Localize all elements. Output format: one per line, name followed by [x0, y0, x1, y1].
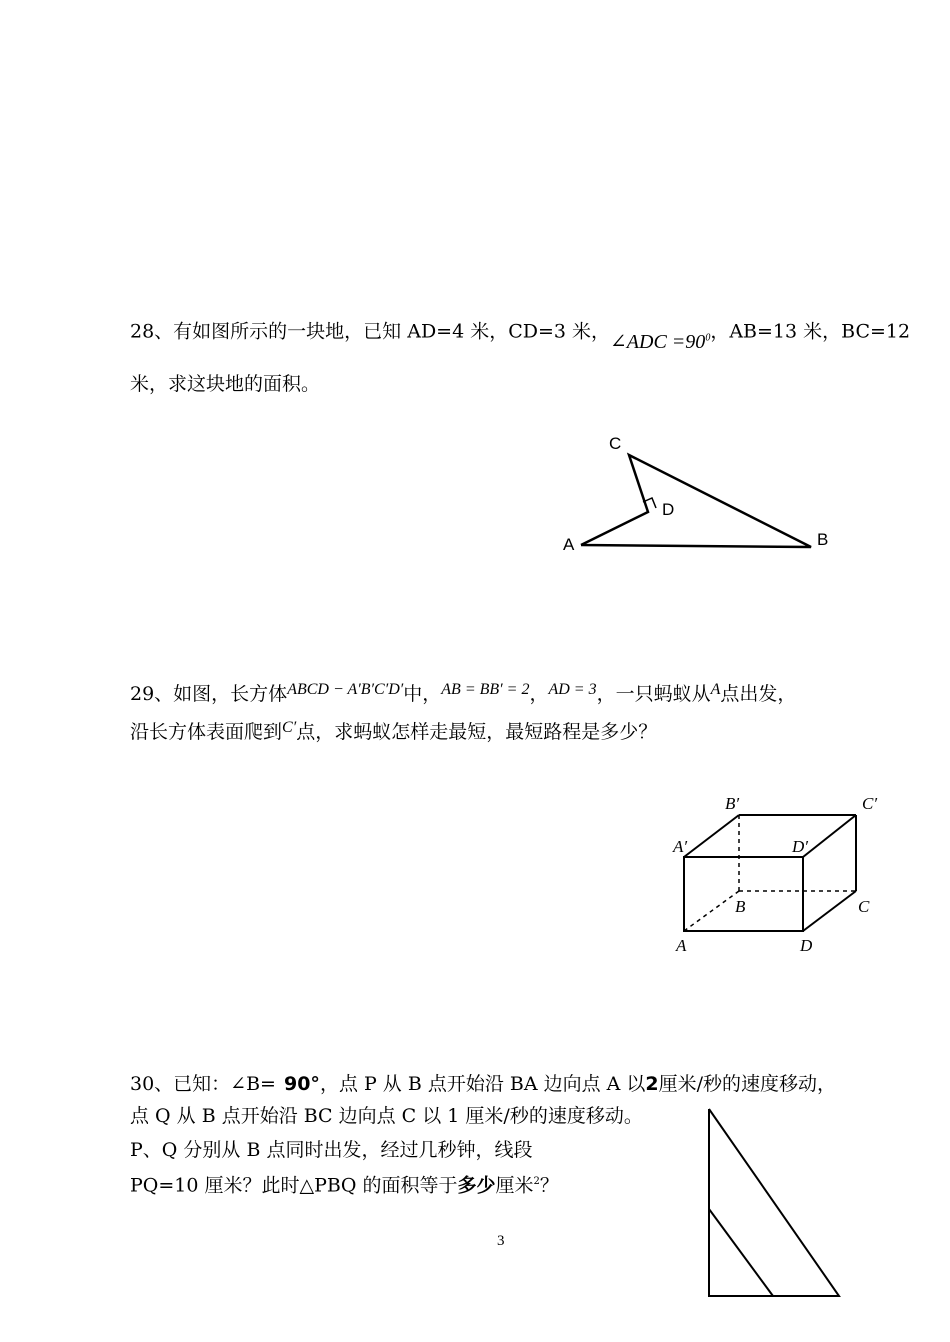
q30-text-a: 30、已知：∠B=	[130, 1073, 276, 1095]
q30-angle-value: 90°	[283, 1073, 320, 1095]
q30-unit-sup: 2	[533, 1176, 540, 1187]
q29-label-c1: C′	[862, 794, 878, 813]
q28-quad	[581, 455, 811, 547]
page-number: 3	[497, 1233, 505, 1249]
q30-text-line4a: PQ=10 厘米？此时△PBQ 的面积等于	[130, 1174, 458, 1197]
q29-eq2: AD = 3	[548, 681, 597, 698]
q28-angle: ∠ADC $=90^0$	[610, 330, 711, 353]
q29-edge-d1c1	[803, 815, 856, 857]
q29-eq1: AB = BB′ = 2	[441, 681, 530, 698]
q30-line3	[130, 1138, 532, 1162]
q29-text-a: 29、如图，长方体	[130, 683, 288, 705]
q30-text-line4c: ？	[539, 1174, 559, 1197]
q28-text-b: ，AB=13 米，BC=12	[710, 320, 911, 343]
q30-line2	[130, 1104, 643, 1128]
q29-text-d: 点出发，	[720, 683, 797, 705]
q30-line1	[130, 1072, 836, 1096]
q29-line2	[130, 720, 657, 746]
q29-sep: ，	[529, 683, 549, 705]
q30-figure	[709, 1109, 839, 1296]
q29-label-d: D	[800, 936, 813, 955]
q29-text-b: 中，	[403, 683, 442, 705]
q29-edge-dc	[803, 891, 856, 931]
q30-segment-pq	[709, 1209, 773, 1296]
q29-edge-a1b1	[684, 815, 739, 857]
q28-text-line2: 米，求这块地的面积。	[130, 373, 321, 395]
q28-label-a: A	[563, 535, 575, 554]
q29-label-b: B	[735, 897, 746, 916]
q29-text-c: ，一只蚂蚁从	[596, 683, 711, 705]
q30-text-c: 厘米/秒的速度移动，	[658, 1073, 837, 1095]
q28-label-d: D	[662, 500, 675, 519]
q29-label-a1: A′	[673, 837, 688, 856]
q30-text-line2: 点 Q 从 B 点开始沿 BC 边向点 C 以 1 厘米/秒的速度移动。	[130, 1105, 643, 1127]
q29-text-line2a: 沿长方体表面爬到	[130, 721, 283, 743]
q29-hidden-ab	[684, 891, 739, 931]
q29-text-line2b: 点，求蚂蚁怎样走最短，最短路程是多少？	[296, 721, 658, 743]
q29-line1	[130, 682, 796, 708]
q30-speed-p: 2	[645, 1073, 659, 1095]
q30-text-b: ，点 P 从 B 点开始沿 BA 边向点 A 以	[319, 1073, 646, 1095]
q30-text-line4b: 厘米	[495, 1174, 534, 1197]
q29-label-c: C	[858, 897, 870, 916]
q29-label-a: A	[676, 936, 687, 955]
q28-label-b: B	[817, 530, 829, 549]
q30-line4	[130, 1170, 559, 1197]
q29-point-a: A	[710, 681, 721, 698]
q29-label-d1: D′	[792, 837, 808, 856]
q29-figure	[684, 815, 856, 931]
q29-front-face	[684, 857, 803, 931]
q30-text-bold: 多少	[457, 1174, 496, 1197]
q29-label-b1: B′	[725, 794, 740, 813]
q28-text-a: 28、有如图所示的一块地，已知 AD=4 米，CD=3 米，	[130, 320, 611, 343]
q29-point-c1: C′	[282, 719, 297, 736]
q28-label-c: C	[609, 434, 622, 453]
q30-triangle	[709, 1109, 839, 1296]
q30-text-line3: P、Q 分别从 B 点同时出发，经过几秒钟，线段	[130, 1139, 533, 1161]
q29-box: ABCD − A′B′C′D′	[287, 681, 404, 698]
